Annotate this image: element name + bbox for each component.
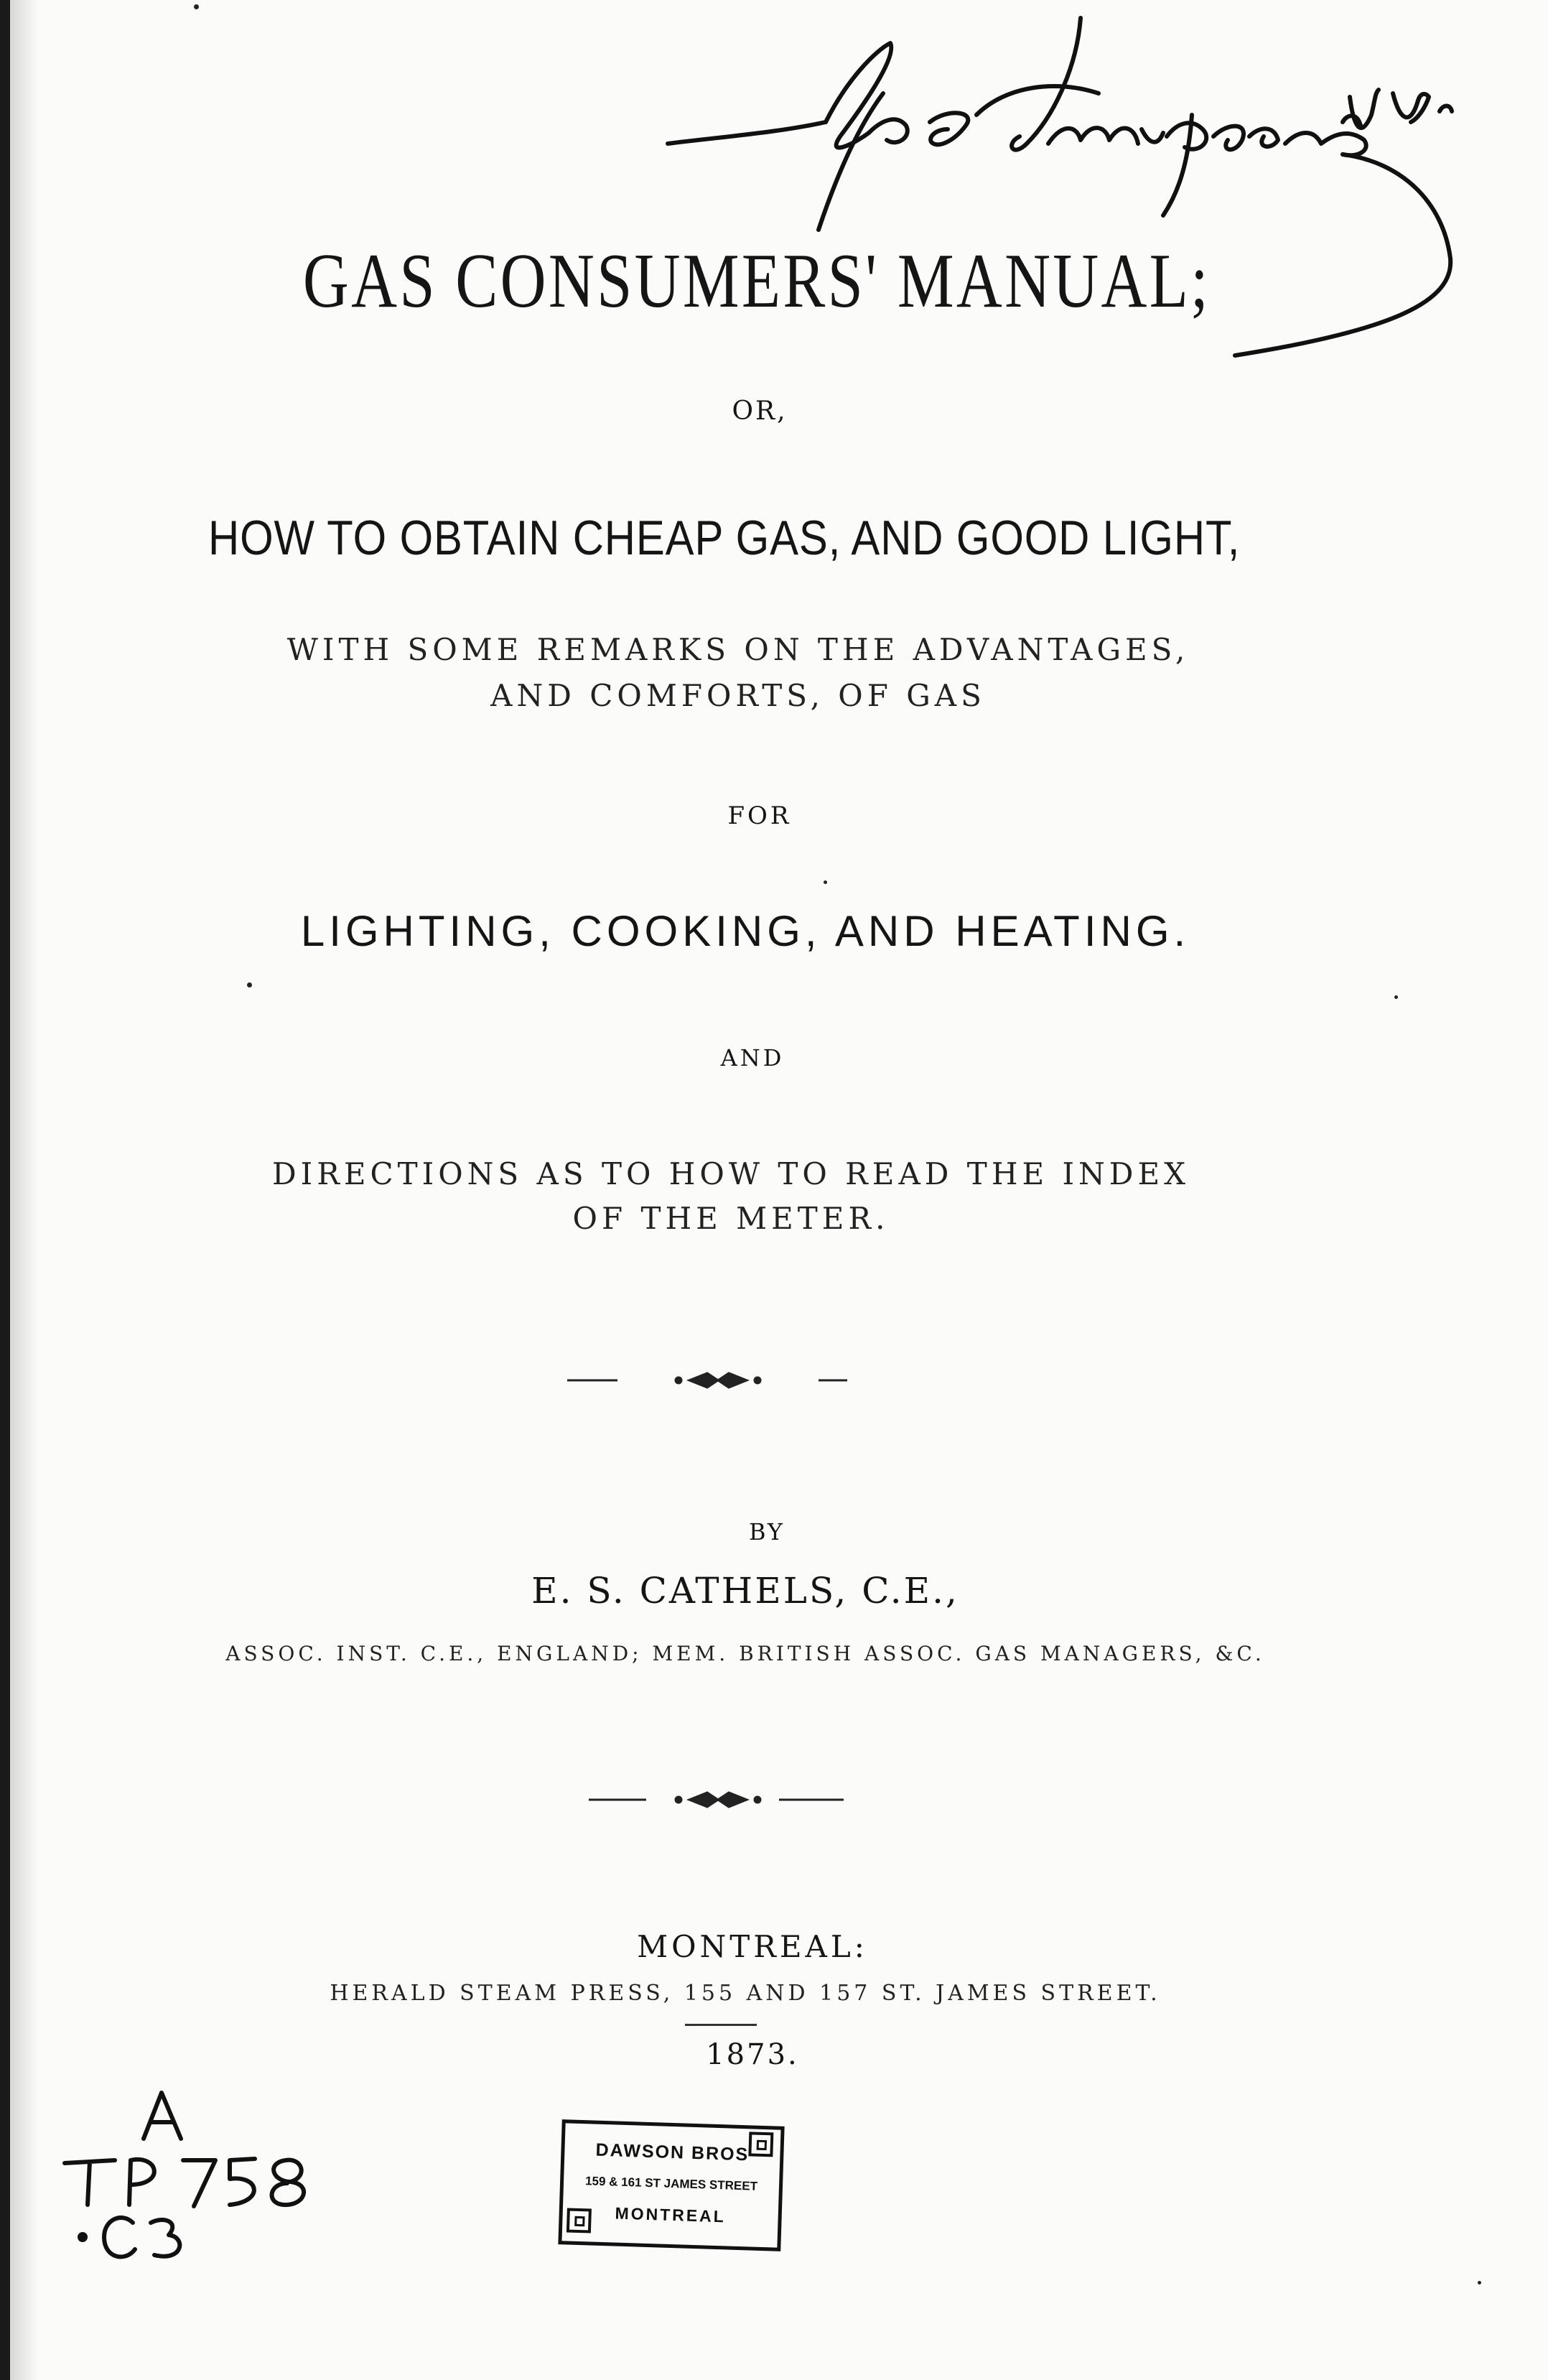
svg-text:Geo Simpson: Geo Simpson: [754, 366, 759, 367]
scan-speck: [247, 982, 252, 987]
remarks-line-2: AND COMFORTS, OF GAS: [490, 678, 986, 713]
by-line: BY: [748, 1518, 785, 1545]
and-line: AND: [720, 1044, 785, 1072]
stamp-city: MONTREAL: [615, 2203, 727, 2226]
bookseller-stamp: [560, 2123, 788, 2255]
author-name: E. S. CATHELS, C.E.,: [531, 1570, 959, 1612]
directions-line-1: DIRECTIONS AS TO HOW TO READ THE INDEX: [271, 1156, 1190, 1191]
stamp-corner-ornament: [748, 2132, 773, 2157]
publisher: HERALD STEAM PRESS, 155 AND 157 ST. JAMES STREET.: [330, 1981, 1161, 2006]
stamp-name: DAWSON BROS: [595, 2139, 750, 2165]
remarks-line-1: WITH SOME REMARKS ON THE ADVANTAGES,: [286, 632, 1190, 667]
stamp-frame: [558, 2119, 784, 2251]
call-number: [50, 2083, 309, 2269]
svg-text:TP 758: TP 758: [57, 2266, 60, 2267]
year-rule: [685, 2024, 757, 2026]
book-subtitle: HOW TO OBTAIN CHEAP GAS, AND GOOD LIGHT,: [208, 511, 1241, 565]
book-title: GAS CONSUMERS' MANUAL;: [302, 238, 1211, 324]
scan-speck: [1394, 995, 1398, 999]
ornament-divider: [0, 1366, 1548, 1395]
author-credentials: ASSOC. INST. C.E., ENGLAND; MEM. BRITISH ASSOC. GAS MANAGERS, &C.: [225, 1642, 1265, 1665]
publication-year: 1873.: [706, 2038, 799, 2071]
or-line: OR,: [732, 396, 788, 426]
publication-city: MONTREAL:: [637, 1929, 868, 1964]
scan-speck: [824, 880, 827, 884]
stamp-address: 159 & 161 ST JAMES STREET: [584, 2174, 758, 2193]
scan-speck: [194, 4, 199, 9]
for-line: FOR: [727, 801, 792, 830]
ornament-divider-2: [0, 1785, 1548, 1814]
uses-heading: LIGHTING, COOKING, AND HEATING.: [300, 907, 1190, 955]
scan-speck: [1478, 2281, 1481, 2284]
directions-line-2: OF THE METER.: [572, 1201, 890, 1236]
stamp-corner-ornament: [566, 2208, 592, 2233]
